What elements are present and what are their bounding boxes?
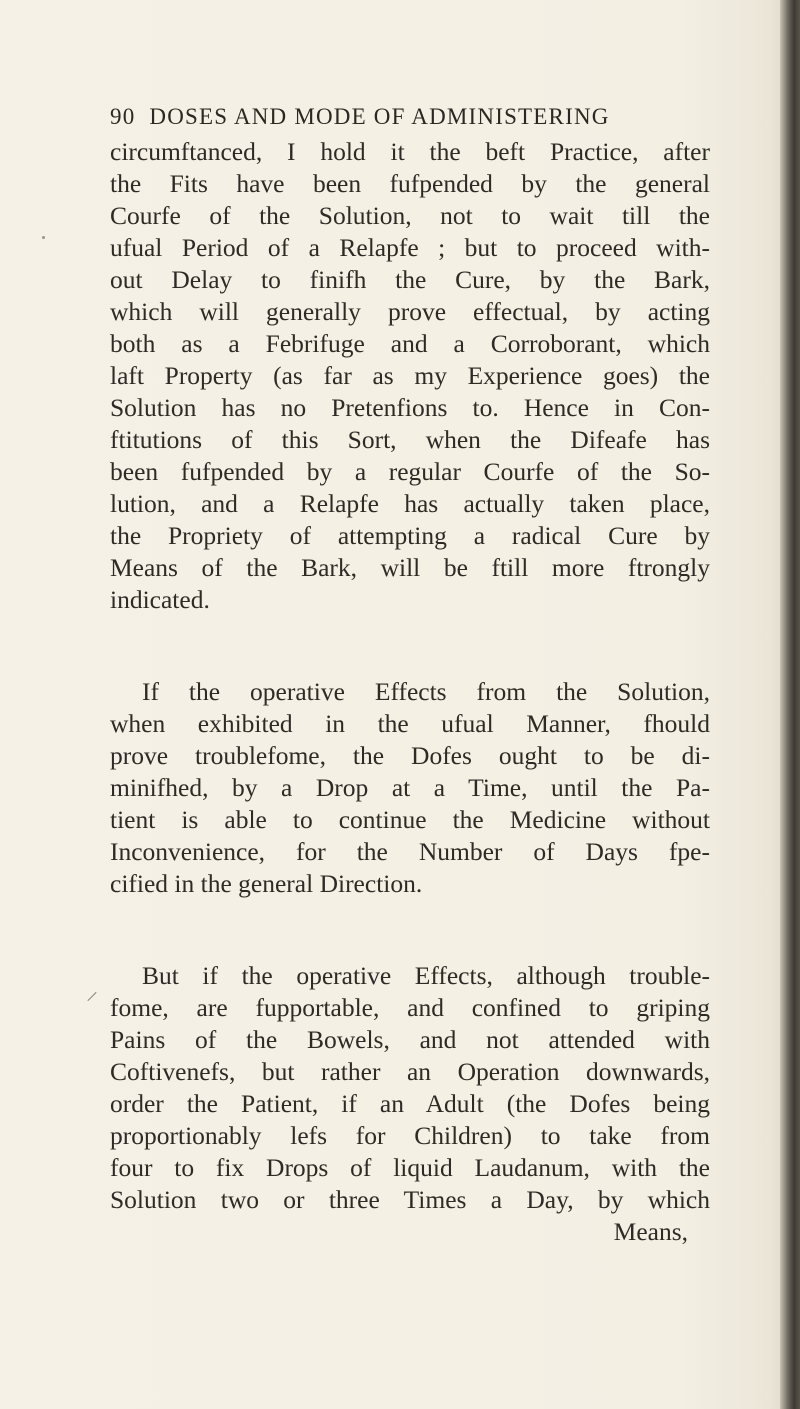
text-line: Courfe of the Solution, not to wait till the (110, 201, 710, 230)
text-line: Means of the Bark, will be ftill more ftrongly (110, 553, 710, 582)
text-line: lution, and a Relapfe has actually taken place, (110, 489, 710, 518)
paragraph-2 (110, 676, 710, 900)
text-line: order the Patient, if an Adult (the Dofes being (110, 1089, 710, 1118)
running-title: DOSES AND MODE OF ADMINISTERING (149, 104, 610, 129)
text-line: proportionably lefs for Children) to take from (110, 1121, 710, 1150)
paragraph-1 (110, 136, 710, 616)
text-line: been fufpended by a regular Courfe of the So- (110, 457, 710, 486)
text-line: If the operative Effects from the Solution, (142, 677, 710, 706)
text-line: prove troublefome, the Dofes ought to be di- (110, 741, 710, 770)
text-line: ufual Period of a Relapfe ; but to proceed with- (110, 233, 710, 262)
ink-speck (42, 236, 45, 239)
text-line: But if the operative Effects, although trouble- (142, 961, 710, 990)
text-line: which will generally prove effectual, by acting (110, 297, 710, 326)
text-line: indicated. (110, 585, 210, 614)
text-line: cified in the general Direction. (110, 869, 423, 898)
text-line: fome, are fupportable, and confined to griping (110, 993, 710, 1022)
catchword: Means, (613, 1217, 688, 1246)
text-line: Solution two or three Times a Day, by which (110, 1185, 710, 1214)
book-gutter-edge (780, 0, 800, 1409)
pencil-mark (87, 992, 96, 1001)
paragraph-3 (110, 960, 710, 1248)
text-line: Solution has no Pretenfions to. Hence in Con- (110, 393, 710, 422)
page-number: 90 (110, 104, 136, 129)
text-line: tient is able to continue the Medicine without (110, 805, 710, 834)
text-line: minifhed, by a Drop at a Time, until the Pa- (110, 773, 710, 802)
text-line: Inconvenience, for the Number of Days fpe- (110, 837, 710, 866)
text-line: four to fix Drops of liquid Laudanum, with the (110, 1153, 710, 1182)
text-line: circumftanced, I hold it the beft Practice, after (110, 137, 710, 166)
text-line: ftitutions of this Sort, when the Difeafe has (110, 425, 710, 454)
running-header (110, 104, 670, 130)
text-line: Coftivenefs, but rather an Operation downwards, (110, 1057, 710, 1086)
text-line: laft Property (as far as my Experience goes) the (110, 361, 710, 390)
text-line: the Propriety of attempting a radical Cure by (110, 521, 710, 550)
text-line: the Fits have been fufpended by the general (110, 169, 710, 198)
text-line: both as a Febrifuge and a Corroborant, which (110, 329, 710, 358)
text-line: Pains of the Bowels, and not attended with (110, 1025, 710, 1054)
text-line: when exhibited in the ufual Manner, fhould (110, 709, 710, 738)
text-line: out Delay to finifh the Cure, by the Bark, (110, 265, 710, 294)
